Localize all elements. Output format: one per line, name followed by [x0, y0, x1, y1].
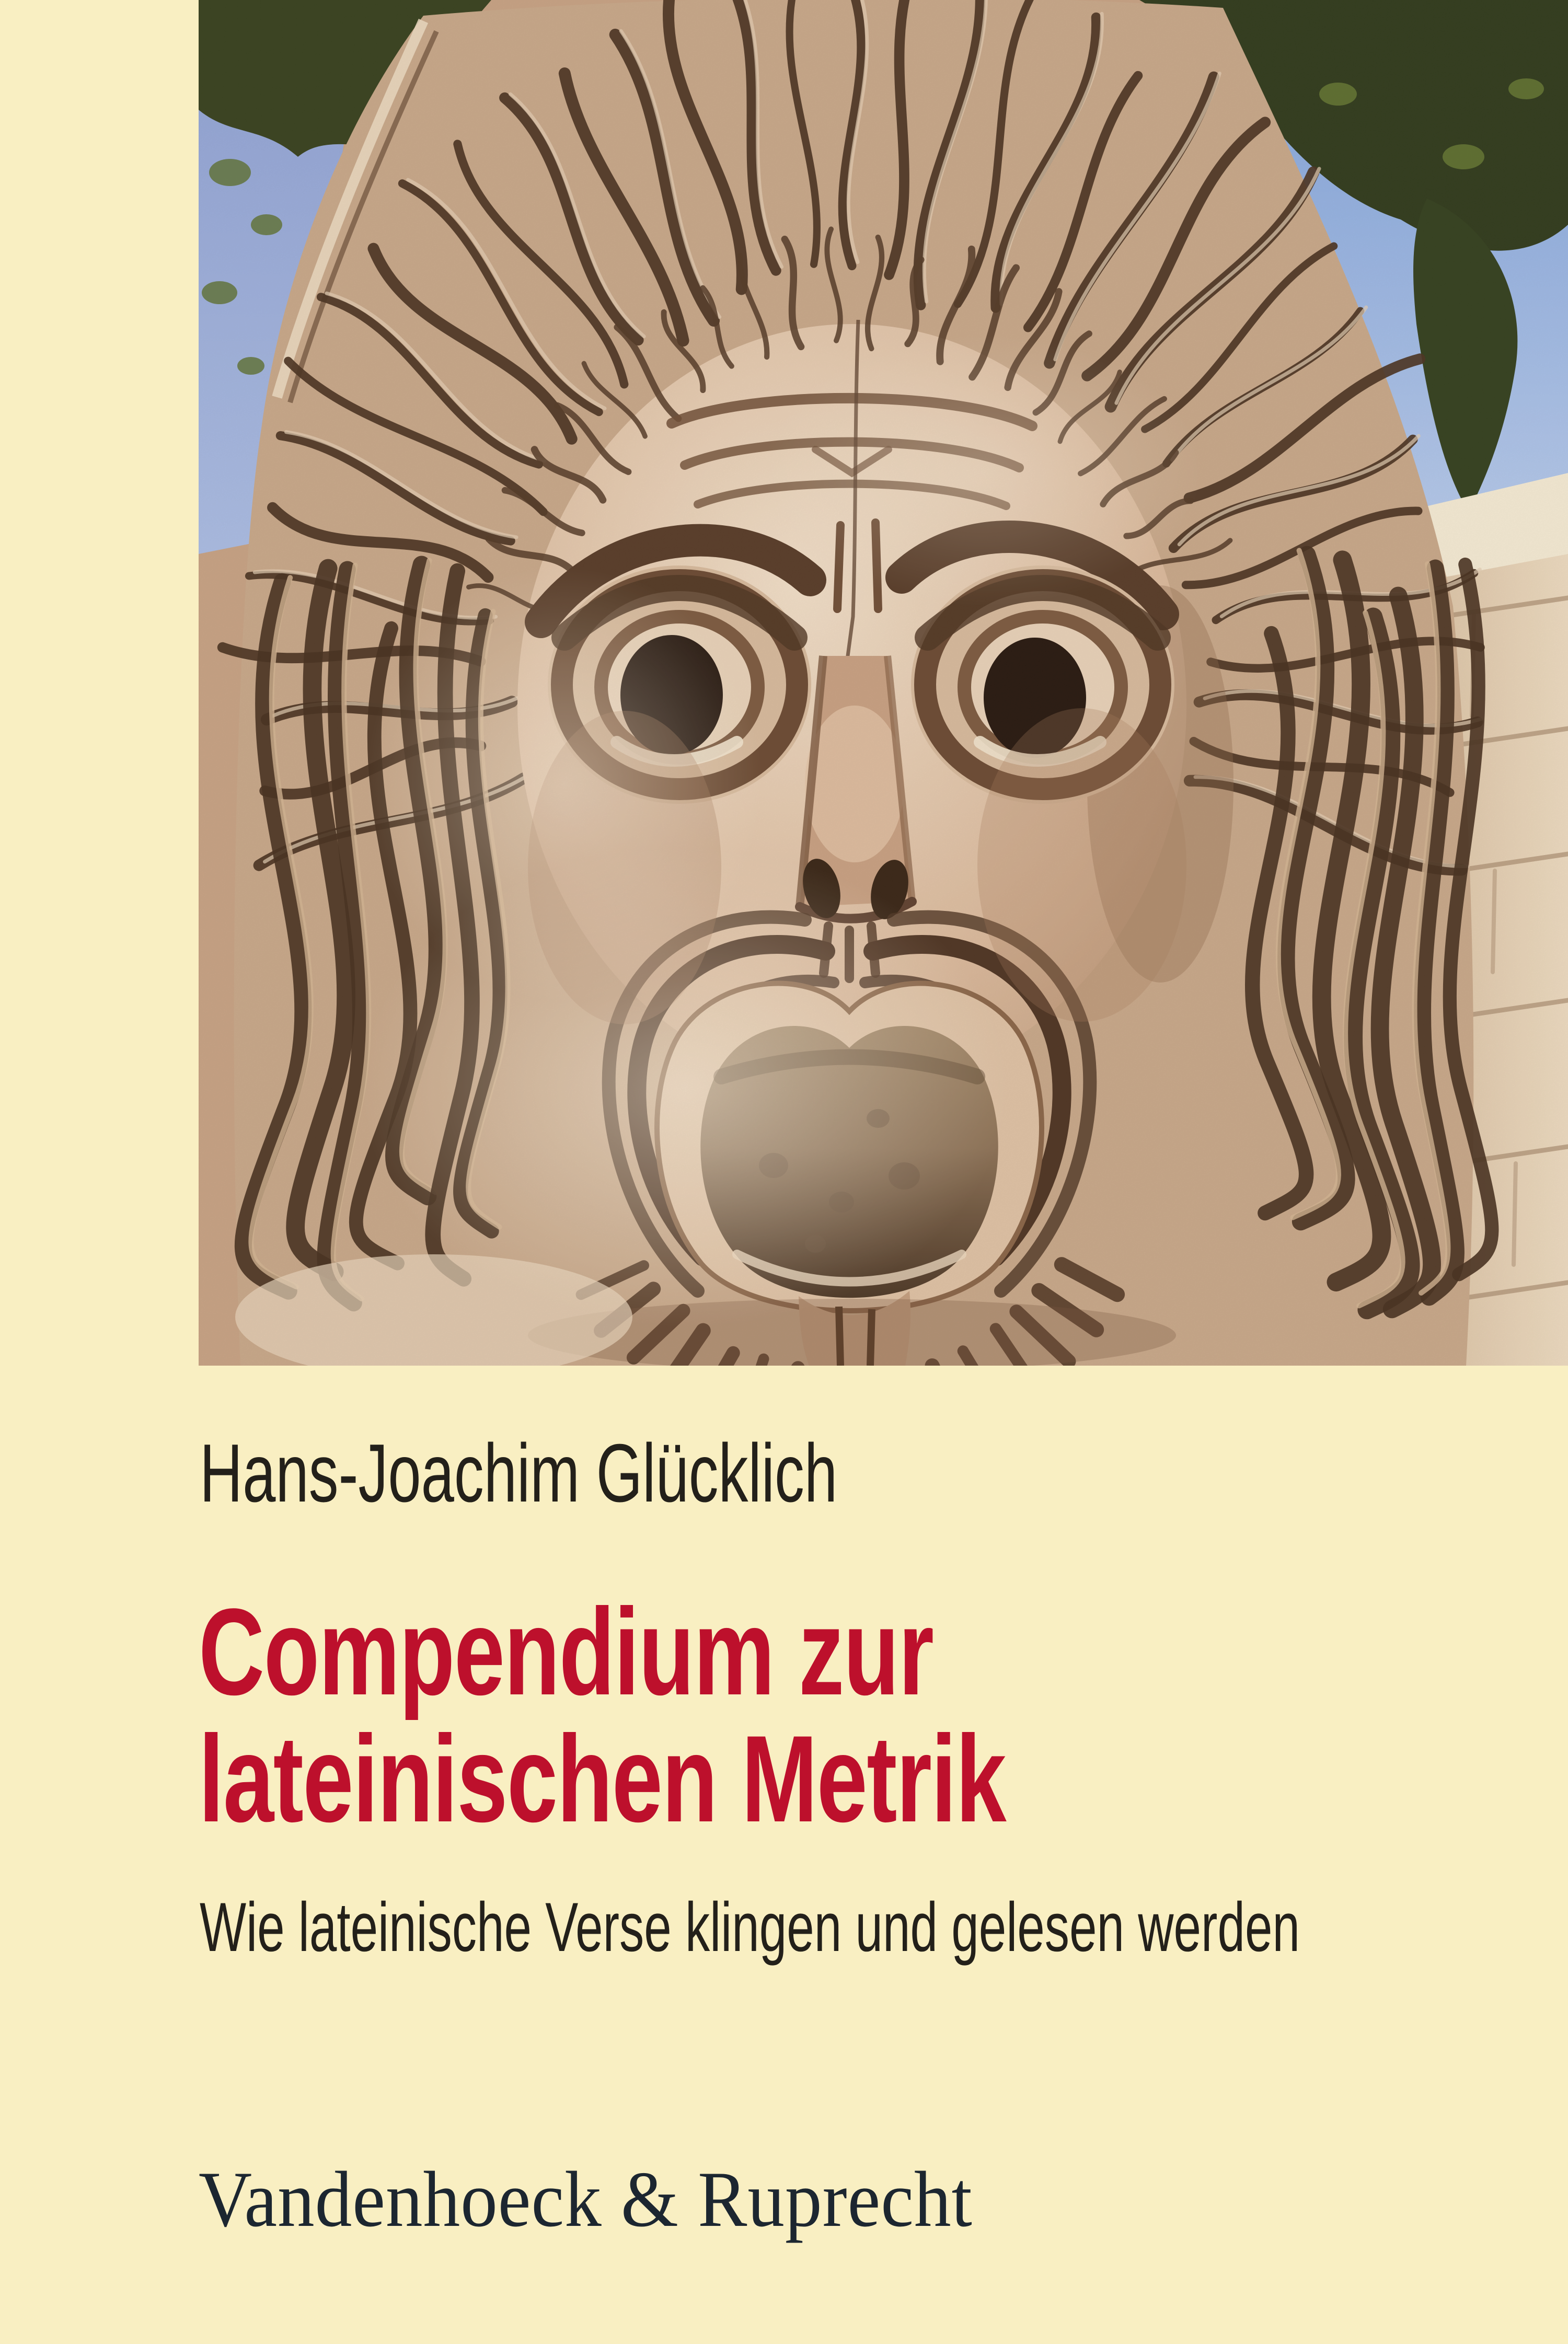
mask-illustration [199, 0, 1568, 1366]
book-title-line-1: Compendium zur [199, 1583, 933, 1721]
author-name: Hans-Joachim Glücklich [200, 1427, 838, 1519]
photo-grain-overlay [199, 0, 1568, 1366]
publisher-logo-text: Vandenhoeck & Ruprecht [199, 2155, 973, 2243]
cover-photo-theatre-mask [199, 0, 1568, 1366]
book-title [199, 1583, 1006, 1848]
book-title-line-2: lateinischen Metrik [199, 1710, 1006, 1848]
book-subtitle: Wie lateinische Verse klingen und gelesen werden [200, 1889, 1300, 1966]
